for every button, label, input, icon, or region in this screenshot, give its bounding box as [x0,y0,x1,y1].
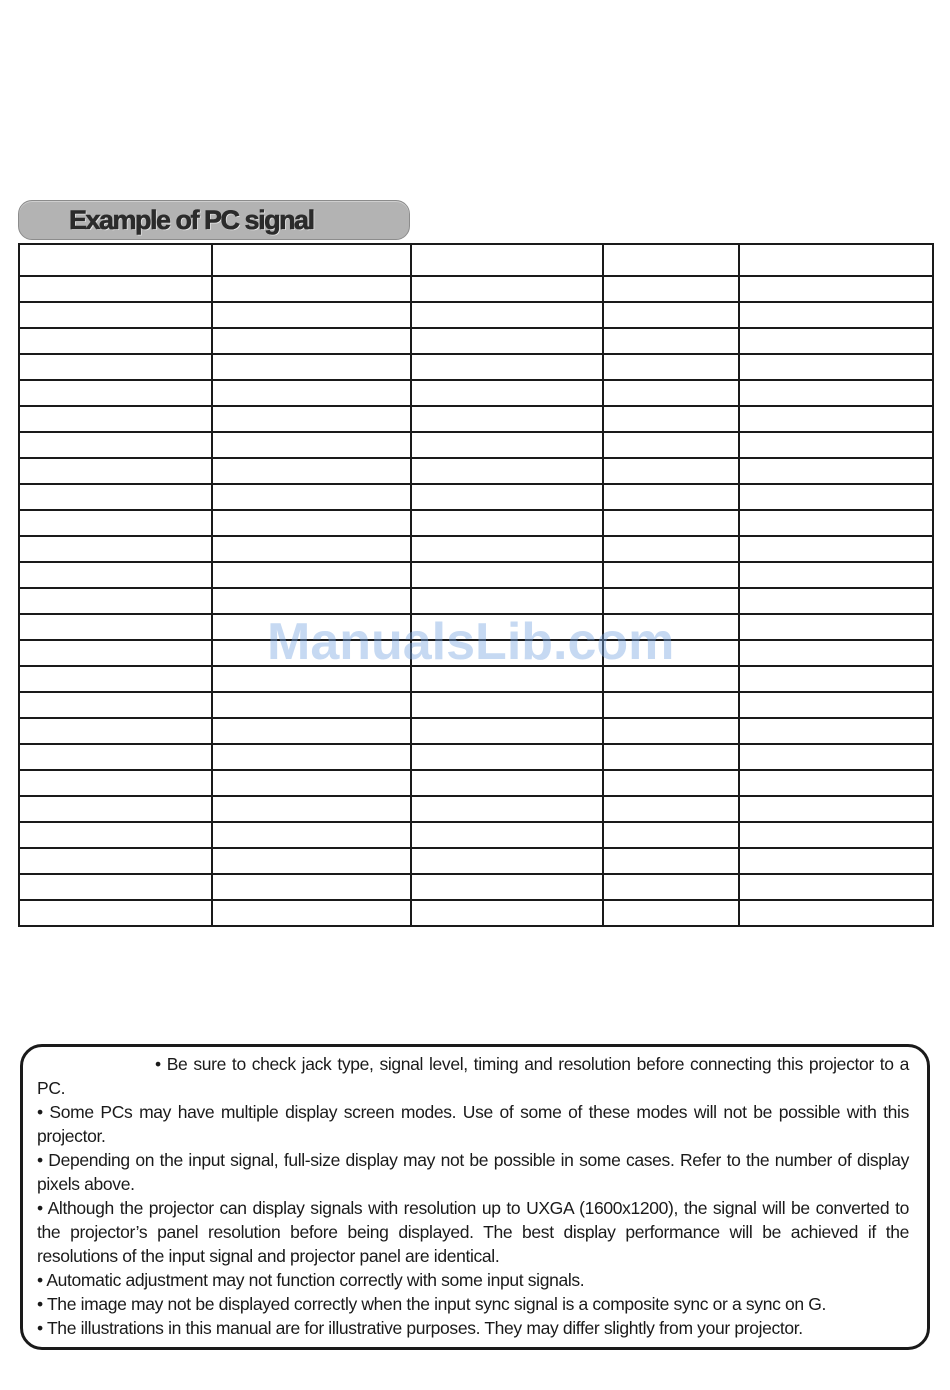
table-cell [19,744,212,770]
table-cell [739,666,933,692]
table-cell [19,666,212,692]
table-row [19,510,933,536]
table-cell [603,510,739,536]
table-row [19,354,933,380]
table-cell [603,328,739,354]
table-cell [19,588,212,614]
table-cell [19,328,212,354]
table-cell [603,432,739,458]
table-cell [739,484,933,510]
table-cell [19,614,212,640]
table-row [19,666,933,692]
table-row [19,276,933,302]
table-cell [411,614,603,640]
table-cell [411,822,603,848]
table-cell [739,510,933,536]
table-row [19,640,933,666]
table-cell [603,900,739,926]
table-cell [212,848,411,874]
table-cell [19,718,212,744]
table-cell [739,900,933,926]
table-row [19,692,933,718]
table-cell [212,822,411,848]
table-cell [19,276,212,302]
table-cell [603,458,739,484]
section-header-tab [18,200,410,240]
note-item: • Be sure to check jack type, signal level, timing and resolution before connecting this projector to a PC. [37,1054,909,1098]
table-cell [603,614,739,640]
table-cell [19,900,212,926]
table-row [19,718,933,744]
note-item: • The image may not be displayed correctly when the input sync signal is a composite sync or a sync on G. [37,1294,827,1314]
table-cell [212,406,411,432]
table-row [19,328,933,354]
table-cell [739,796,933,822]
note-item: • Automatic adjustment may not function correctly with some input signals. [37,1270,585,1290]
pc-signal-table [18,243,934,927]
table-cell [411,406,603,432]
table-cell [411,328,603,354]
table-cell [411,354,603,380]
table-cell [19,536,212,562]
table-cell [603,640,739,666]
table-cell [411,562,603,588]
table-cell [19,406,212,432]
table-cell [411,536,603,562]
table-row [19,796,933,822]
table-row [19,380,933,406]
table-cell [212,328,411,354]
table-cell [603,406,739,432]
table-cell [411,900,603,926]
table-cell [212,484,411,510]
table-cell [603,822,739,848]
watermark: ManualsLib.com [267,613,675,671]
table-row [19,458,933,484]
table-cell [603,744,739,770]
table-cell [603,536,739,562]
table-cell [603,692,739,718]
table-cell [212,380,411,406]
table-cell [411,458,603,484]
table-row [19,406,933,432]
table-row [19,588,933,614]
table-cell [19,302,212,328]
table-cell [212,510,411,536]
table-cell [739,380,933,406]
table-cell [19,874,212,900]
table-row [19,432,933,458]
table-cell [212,874,411,900]
table-cell [739,692,933,718]
table-cell [603,484,739,510]
table-cell [739,328,933,354]
section-title: Example of PC signal [69,205,314,235]
table-cell [212,900,411,926]
table-cell [739,276,933,302]
table-cell [603,666,739,692]
table-cell [411,588,603,614]
table-row [19,874,933,900]
table-cell [603,302,739,328]
table-cell [19,484,212,510]
table-cell [212,458,411,484]
table-cell [212,692,411,718]
table-cell [603,874,739,900]
table-cell [212,718,411,744]
table-cell [603,796,739,822]
table-cell [603,276,739,302]
table-row [19,744,933,770]
table-cell [19,770,212,796]
table-cell [212,744,411,770]
table-cell [212,302,411,328]
table-cell [19,848,212,874]
table-cell [739,562,933,588]
table-cell [212,640,411,666]
table-header-cell [603,244,739,276]
table-row [19,900,933,926]
table-cell [739,432,933,458]
table-cell [212,796,411,822]
table-cell [19,354,212,380]
table-cell [411,848,603,874]
table-cell [212,432,411,458]
table-cell [739,458,933,484]
table-cell [603,588,739,614]
table-cell [411,484,603,510]
table-cell [411,640,603,666]
table-cell [212,562,411,588]
table-cell [603,380,739,406]
table-row [19,770,933,796]
table-cell [603,718,739,744]
table-cell [411,432,603,458]
table-cell [411,510,603,536]
table-cell [212,354,411,380]
note-item: • Some PCs may have multiple display screen modes. Use of some of these modes will not be possible with this projector. [37,1102,909,1146]
table-cell [739,848,933,874]
table-cell [739,302,933,328]
note-item: • Although the projector can display signals with resolution up to UXGA (1600x1200), the signal will be converted to the projector’s panel resolution before being displayed. The best display performance will be achieved if the resolutions of the input signal and projector panel are identical. [37,1198,909,1266]
pc-signal-table-body [19,244,933,926]
table-header-row [19,244,933,276]
table-cell [19,432,212,458]
table-cell [411,666,603,692]
table-cell [19,640,212,666]
table-cell [411,302,603,328]
table-cell [411,874,603,900]
table-cell [603,848,739,874]
table-row [19,484,933,510]
table-cell [411,718,603,744]
table-row [19,822,933,848]
table-cell [212,536,411,562]
table-cell [739,536,933,562]
table-cell [603,562,739,588]
table-cell [739,588,933,614]
table-cell [19,796,212,822]
table-cell [739,770,933,796]
table-row [19,562,933,588]
table-header-cell [212,244,411,276]
table-cell [603,770,739,796]
table-row [19,614,933,640]
table-cell [739,874,933,900]
notes-box [20,1044,930,1350]
table-cell [411,770,603,796]
note-item: • The illustrations in this manual are for illustrative purposes. They may differ slightly from your projector. [37,1318,803,1338]
table-cell [739,744,933,770]
table-cell [739,718,933,744]
table-cell [739,614,933,640]
table-cell [19,510,212,536]
table-cell [739,640,933,666]
table-cell [212,666,411,692]
table-row [19,848,933,874]
table-cell [411,276,603,302]
table-cell [19,692,212,718]
table-cell [19,458,212,484]
table-cell [19,380,212,406]
table-cell [212,770,411,796]
table-cell [739,406,933,432]
table-cell [411,380,603,406]
table-cell [212,614,411,640]
note-item: • Depending on the input signal, full-size display may not be possible in some cases. Refer to the number of display pixels above. [37,1150,909,1194]
table-cell [19,562,212,588]
table-cell [411,744,603,770]
table-header-cell [739,244,933,276]
table-cell [19,822,212,848]
table-cell [739,822,933,848]
table-cell [739,354,933,380]
table-cell [212,276,411,302]
table-row [19,536,933,562]
table-cell [411,692,603,718]
table-cell [212,588,411,614]
table-cell [411,796,603,822]
table-cell [603,354,739,380]
table-header-cell [411,244,603,276]
table-header-cell [19,244,212,276]
table-row [19,302,933,328]
